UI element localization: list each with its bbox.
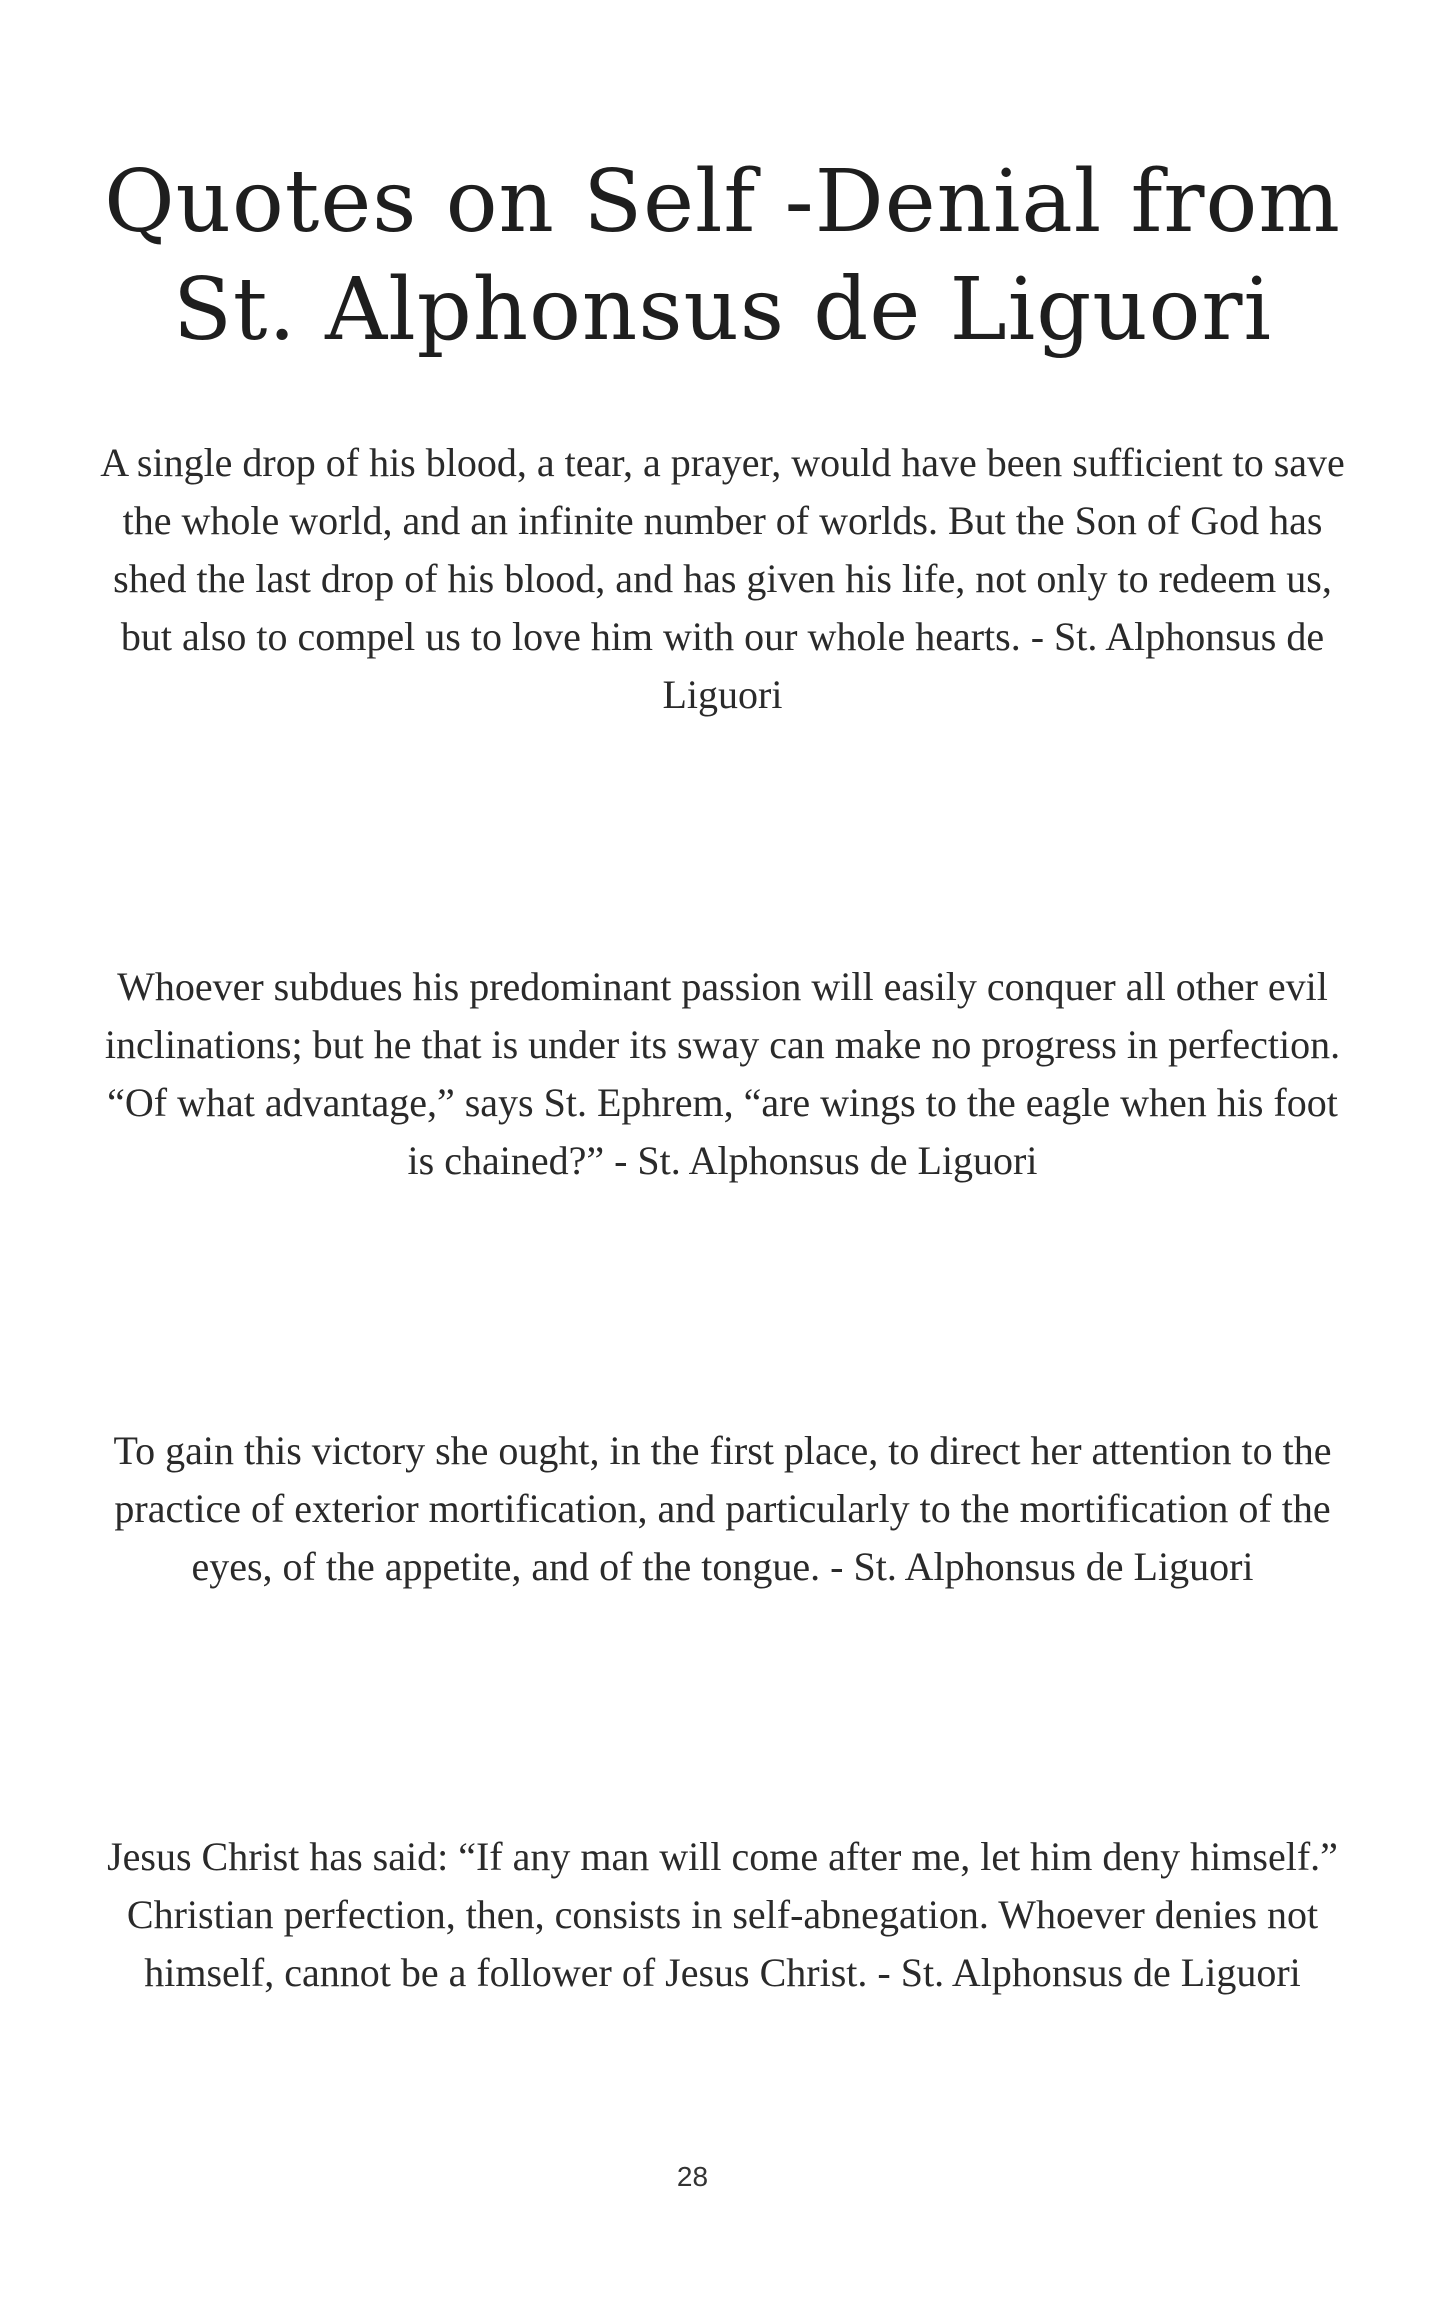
title-line-1: Quotes on Self -Denial from — [104, 152, 1341, 252]
quote-paragraph-4: Jesus Christ has said: “If any man will come after me, let him deny himself.” Christian perfection, then, consists in self-abnegation. Whoever denies not himself, cannot be a follower of Jesus Christ. - St. Alphonsus de Liguori — [107, 1834, 1338, 1995]
quote-paragraph-3: To gain this victory she ought, in the first place, to direct her attention to the practice of exterior mortification, and particularly to the mortification of the eyes, of the appetite, and of the tongue. - St. Alphonsus de Liguori — [113, 1428, 1332, 1589]
page-number: 28 — [676, 2161, 709, 2192]
quote-paragraph-2: Whoever subdues his predominant passion will easily conquer all other evil inclinations; but he that is under its sway can make no progress in perfection. “Of what advantage,” says St. Ephrem, “are wings to the eagle when his foot is chained?” - St. Alphonsus de Liguori — [104, 964, 1341, 1183]
quote-paragraph-1: A single drop of his blood, a tear, a prayer, would have been sufficient to save the whole world, and an infinite number of worlds. But the Son of God has shed the last drop of his blood, and has given his life, not only to redeem us, but also to compel us to love him with our whole hearts. - St. Alphonsus de Liguori — [100, 440, 1345, 717]
page-title — [60, 148, 1385, 364]
title-line-2: St. Alphonsus de Liguori — [172, 260, 1273, 360]
